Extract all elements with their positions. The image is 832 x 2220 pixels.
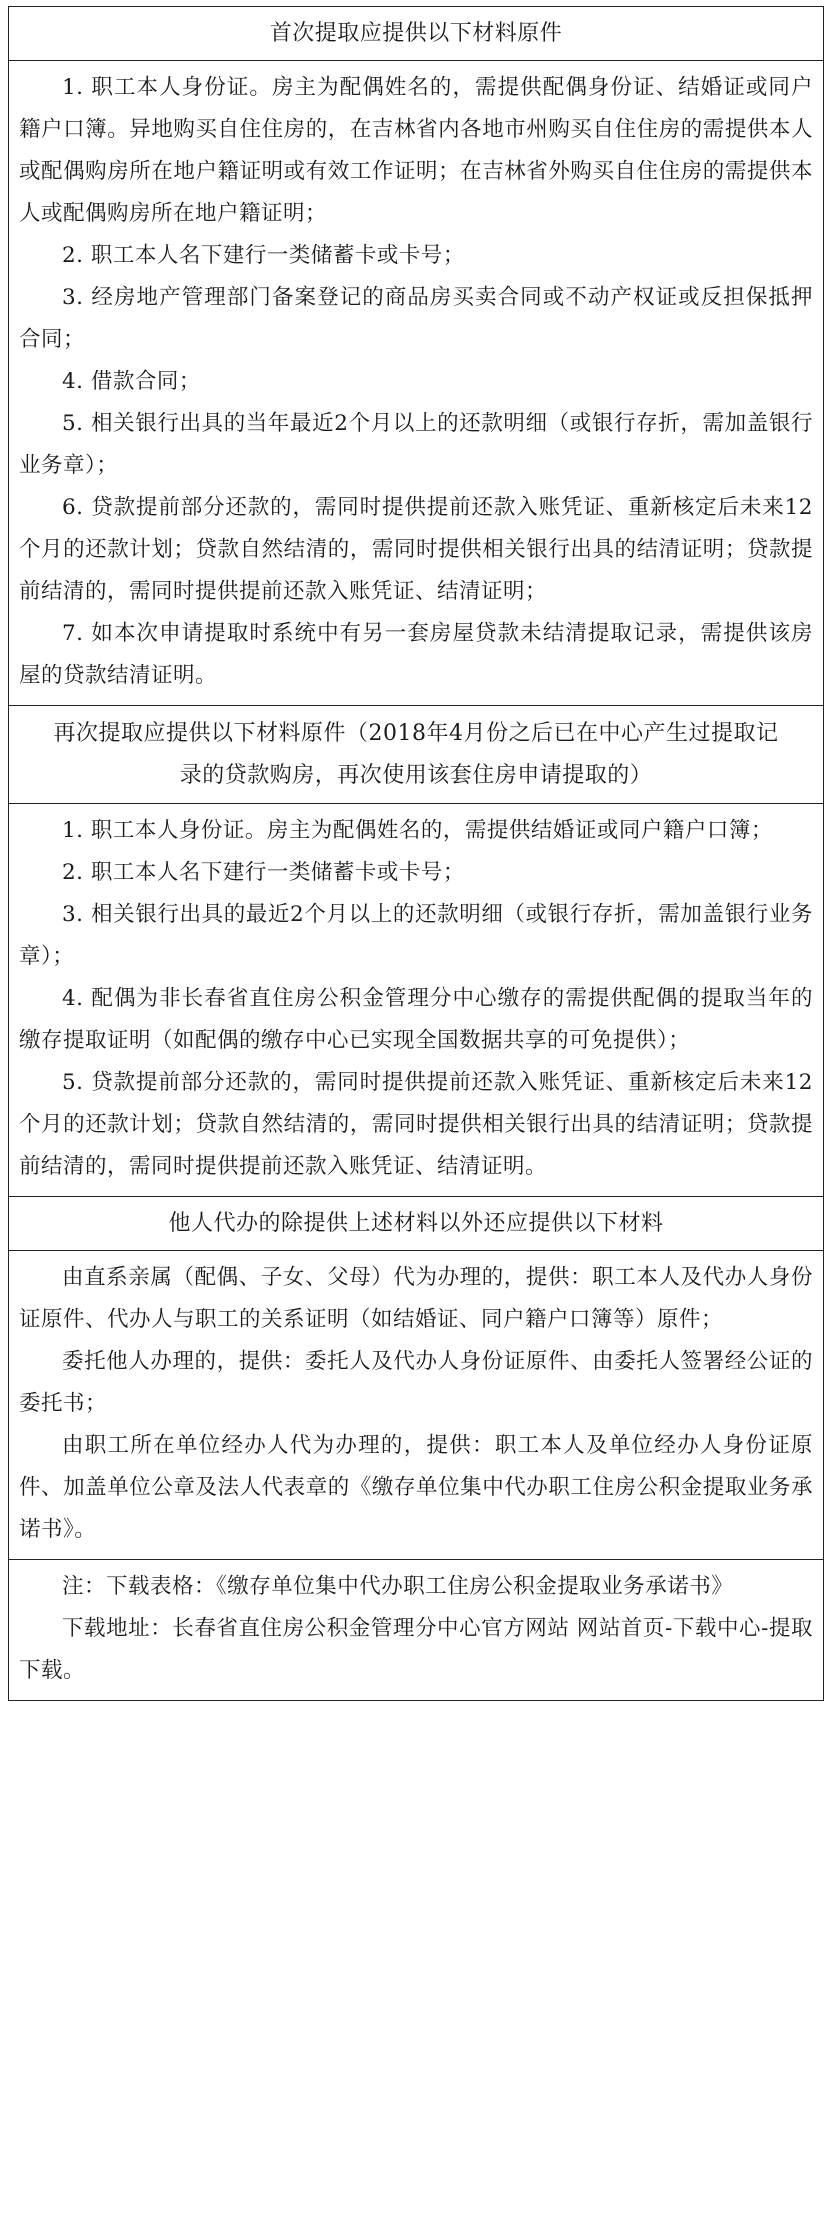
list-item: 2. 职工本人名下建行一类储蓄卡或卡号； [62,860,465,885]
section-header-proxy: 他人代办的除提供上述材料以外还应提供以下材料 [9,1196,823,1250]
section-header-first-withdrawal: 首次提取应提供以下材料原件 [269,21,563,46]
list-item: 5. 相关银行出具的当年最近2个月以上的还款明细（或银行存折，需加盖银行业务章）； [19,411,813,478]
list-item: 6. 贷款提前部分还款的，需同时提供提前还款入账凭证、重新核定后未来12个月的还款计划；贷款自然结清的，需同时提供相关银行出具的结清证明；贷款提前结清的，需同时提供提前还款入账凭证、结清证明； [19,495,813,604]
list-item: 1. 职工本人身份证。房主为配偶姓名的，需提供结婚证或同户籍户口簿； [62,818,773,843]
list-item: 由职工所在单位经办人代为办理的，提供：职工本人及单位经办人身份证原件、加盖单位公章及法人代表章的《缴存单位集中代办职工住房公积金提取业务承诺书》。 [19,1433,813,1542]
section-body-proxy [9,1250,823,1559]
list-item: 4. 借款合同； [62,369,201,394]
list-item: 4. 配偶为非长春省直住房公积金管理分中心缴存的需提供配偶的提取当年的缴存提取证明（如配偶的缴存中心已实现全国数据共享的可免提供）； [19,986,813,1053]
note-download-form: 注：下载表格：《缴存单位集中代办职工住房公积金提取业务承诺书》 [62,1574,734,1599]
section-header-repeat-withdrawal: 再次提取应提供以下材料原件（2018年4月份之后已在中心产生过提取记录的贷款购房，再次使用该套住房申请提取的） [9,705,823,803]
list-item: 3. 经房地产管理部门备案登记的商品房买卖合同或不动产权证或反担保抵押合同； [19,285,813,352]
section-body-repeat-withdrawal [9,803,823,1196]
list-item: 2. 职工本人名下建行一类储蓄卡或卡号； [62,243,465,268]
list-item: 1. 职工本人身份证。房主为配偶姓名的，需提供配偶身份证、结婚证或同户籍户口簿。异地购买自住住房的，在吉林省内各地市州购买自住住房的需提供本人或配偶购房所在地户籍证明或有效工作证明；在吉林省外购买自住住房的需提供本人或配偶购房所在地户籍证明； [19,75,813,226]
section-body-first-withdrawal [9,60,823,705]
list-item: 3. 相关银行出具的最近2个月以上的还款明细（或银行存折，需加盖银行业务章）； [19,902,813,969]
list-item: 委托他人办理的，提供：委托人及代办人身份证原件、由委托人签署经公证的委托书； [19,1349,813,1416]
list-item: 由直系亲属（配偶、子女、父母）代为办理的，提供：职工本人及代办人身份证原件、代办人与职工的关系证明（如结婚证、同户籍户口簿等）原件； [19,1265,813,1332]
list-item: 5. 贷款提前部分还款的，需同时提供提前还款入账凭证、重新核定后未来12个月的还款计划；贷款自然结清的，需同时提供相关银行出具的结清证明；贷款提前结清的，需同时提供提前还款入账凭证、结清证明。 [19,1070,813,1179]
list-item: 7. 如本次申请提取时系统中有另一套房屋贷款未结清提取记录，需提供该房屋的贷款结清证明。 [19,621,813,688]
note-download-address: 下载地址：长春省直住房公积金管理分中心官方网站 网站首页-下载中心-提取下载。 [19,1616,813,1683]
note-section [9,1559,823,1700]
materials-table [8,6,824,1701]
